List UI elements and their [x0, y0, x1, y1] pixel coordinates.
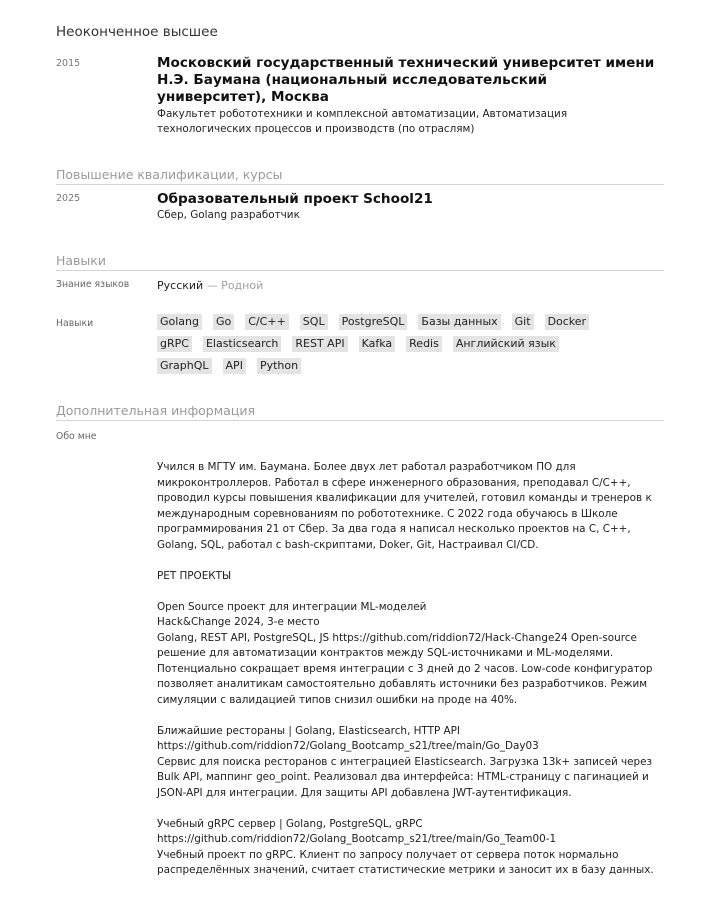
- skill-tag: Python: [257, 358, 301, 374]
- skill-tag: Английский язык: [453, 336, 559, 352]
- skill-tag: Redis: [406, 336, 442, 352]
- language-entry: [157, 279, 263, 292]
- education-level: Неоконченное высшее: [56, 24, 218, 40]
- languages-label: Знание языков: [56, 279, 130, 290]
- language-name: Русский: [157, 279, 204, 292]
- skill-tag: REST API: [292, 336, 347, 352]
- skill-tag: PostgreSQL: [339, 314, 408, 330]
- project-description: Golang, REST API, PostgreSQL, JS https://github.com/riddion72/Hack-Change24 Open-source решение для автоматизации контрактов между SQL-источниками и ML-моделями. Потенциально сокращает время интеграции с 3 дней до 2 часов. Low-code конфигуратор позволяет аналитикам самостоятельно добавлять источники без разработчиков. Режим симуляции с валидацией типов снизил ошибки на проде на 40%.: [157, 631, 653, 706]
- project-title: Open Source проект для интеграции ML-моделей: [157, 600, 427, 613]
- about-label: Обо мне: [56, 431, 97, 442]
- additional-section-title: Дополнительная информация: [56, 403, 664, 421]
- skill-tag: Kafka: [359, 336, 396, 352]
- skill-tag: API: [223, 358, 246, 374]
- pet-projects-heading: PET ПРОЕКТЫ: [157, 569, 232, 582]
- course-name: Образовательный проект School21: [157, 191, 433, 207]
- course-org: Сбер, Golang разработчик: [157, 209, 300, 221]
- skill-tag: Git: [512, 314, 534, 330]
- about-block: [157, 460, 657, 879]
- education-year: 2015: [56, 58, 81, 69]
- skill-tags: [157, 314, 627, 380]
- courses-section-title: Повышение квалификации, курсы: [56, 167, 664, 185]
- project-link: https://github.com/riddion72/Golang_Bootcamp_s21/tree/main/Go_Day03: [157, 740, 539, 752]
- skills-section-title: Навыки: [56, 253, 664, 271]
- about-text: Учился в МГТУ им. Баумана. Более двух лет работал разработчиком ПО для микроконтроллеров. Работал в сфере инженерного образования, преподавал C/C++, проводил курсы повышения квалификации для учителей, готовил команды и тренеров к международным соревнованиям по робототехнике. С 2022 года обучаюсь в Школе программирования 21 от Сбер. За два года я написал несколько проектов на C, C++, Golang, SQL, работал с bash-скриптами, Doker, Git, Настраивал CI/CD.: [157, 461, 652, 551]
- skill-row: [157, 336, 627, 352]
- skill-row: [157, 358, 627, 374]
- skill-tag: GraphQL: [157, 358, 212, 374]
- skill-row: [157, 314, 627, 330]
- language-level: — Родной: [206, 279, 264, 292]
- project-description: Сервис для поиска ресторанов с интеграцией Elasticsearch. Загрузка 13k+ записей через Bulk API, маппинг geo_point. Реализовал два интерфейса: HTML-страницу с пагинацией и JSON-API для интеграции. Для защиты API добавлена JWT-аутентификация.: [157, 755, 653, 799]
- skill-tag: Docker: [545, 314, 590, 330]
- skill-tag: Elasticsearch: [203, 336, 281, 352]
- course-year: 2025: [56, 193, 81, 204]
- skill-tag: gRPC: [157, 336, 192, 352]
- skill-tag: SQL: [300, 314, 328, 330]
- skill-tag: Базы данных: [418, 314, 500, 330]
- skill-tag: Go: [213, 314, 234, 330]
- skills-label: Навыки: [56, 318, 94, 329]
- project-title: Учебный gRPC сервер | Golang, PostgreSQL, gRPC: [157, 817, 423, 830]
- project-description: Учебный проект по gRPC. Клиент по запросу получает от сервера поток нормально распределённых значений, считает статистические метрики и заносит их в базу данных.: [157, 848, 654, 876]
- institution-name: Московский государственный технический университет имени Н.Э. Баумана (национальный исследовательский университет), Москва: [157, 55, 655, 105]
- project-title: Ближайшие рестораны | Golang, Elasticsearch, HTTP API: [157, 724, 460, 737]
- project-link: https://github.com/riddion72/Golang_Bootcamp_s21/tree/main/Go_Team00-1: [157, 833, 557, 845]
- skill-tag: C/C++: [245, 314, 289, 330]
- project-subtitle: Hack&Change 2024, 3-е место: [157, 616, 320, 628]
- faculty-text: Факультет робототехники и комплексной автоматизации, Автоматизация технологических процессов и производств (по отраслям): [157, 108, 568, 135]
- skill-tag: Golang: [157, 314, 202, 330]
